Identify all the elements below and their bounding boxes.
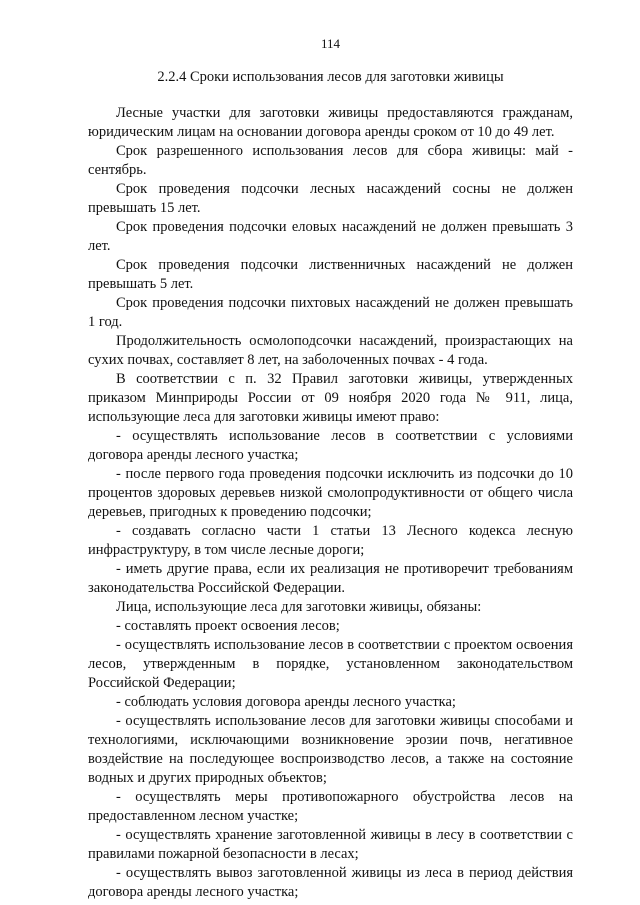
paragraph: Срок проведения подсочки лиственничных насаждений не должен превышать 5 лет. <box>88 257 573 292</box>
body-text <box>88 104 573 902</box>
page-number: 114 <box>320 36 341 51</box>
paragraph: Срок проведения подсочки лесных насаждений сосны не должен превышать 15 лет. <box>88 181 573 216</box>
list-item: - осуществлять использование лесов для заготовки живицы способами и технологиями, исключающими возникновение эрозии почв, негативное воздействие на последующее воспроизводство лесов, а также на состояние водных и других природных объектов; <box>88 713 573 786</box>
paragraph: Лесные участки для заготовки живицы предоставляются гражданам, юридическим лицам на основании договора аренды сроком от 10 до 49 лет. <box>88 105 573 140</box>
paragraph: Продолжительность осмолоподсочки насаждений, произрастающих на сухих почвах, составляет 8 лет, на заболоченных почвах - 4 года. <box>88 333 573 368</box>
paragraph: Срок проведения подсочки пихтовых насаждений не должен превышать 1 год. <box>88 295 573 330</box>
section-title: 2.2.4 Сроки использования лесов для заготовки живицы <box>157 69 504 85</box>
list-item: - осуществлять вывоз заготовленной живицы из леса в период действия договора аренды лесного участка; <box>88 865 573 900</box>
paragraph: Срок проведения подсочки еловых насаждений не должен превышать 3 лет. <box>88 219 573 254</box>
list-item: - осуществлять использование лесов в соответствии с проектом освоения лесов, утвержденным в порядке, установленном законодательством Российской Федерации; <box>88 637 573 691</box>
list-item: - иметь другие права, если их реализация не противоречит требованиям законодательства Российской Федерации. <box>88 561 573 596</box>
list-item: - осуществлять использование лесов в соответствии с условиями договора аренды лесного участка; <box>88 428 573 463</box>
list-item: - составлять проект освоения лесов; <box>116 618 340 634</box>
document-page <box>88 36 573 902</box>
list-item: - создавать согласно части 1 статьи 13 Лесного кодекса лесную инфраструктуру, в том числе лесные дороги; <box>88 523 573 558</box>
list-item: - осуществлять хранение заготовленной живицы в лесу в соответствии с правилами пожарной безопасности в лесах; <box>88 827 573 862</box>
list-item: - после первого года проведения подсочки исключить из подсочки до 10 процентов здоровых деревьев низкой смолопродуктивности от общего числа деревьев, пригодных к проведению подсочки; <box>88 466 573 520</box>
list-item: - соблюдать условия договора аренды лесного участка; <box>116 694 456 710</box>
list-item: - осуществлять меры противопожарного обустройства лесов на предоставленном лесном участке; <box>88 789 573 824</box>
paragraph: Срок разрешенного использования лесов для сбора живицы: май - сентябрь. <box>88 143 573 178</box>
paragraph: Лица, использующие леса для заготовки живицы, обязаны: <box>116 599 482 615</box>
paragraph: В соответствии с п. 32 Правил заготовки живицы, утвержденных приказом Минприроды России от 09 ноября 2020 года № 911, лица, использующие леса для заготовки живицы имеют право: <box>88 371 573 425</box>
